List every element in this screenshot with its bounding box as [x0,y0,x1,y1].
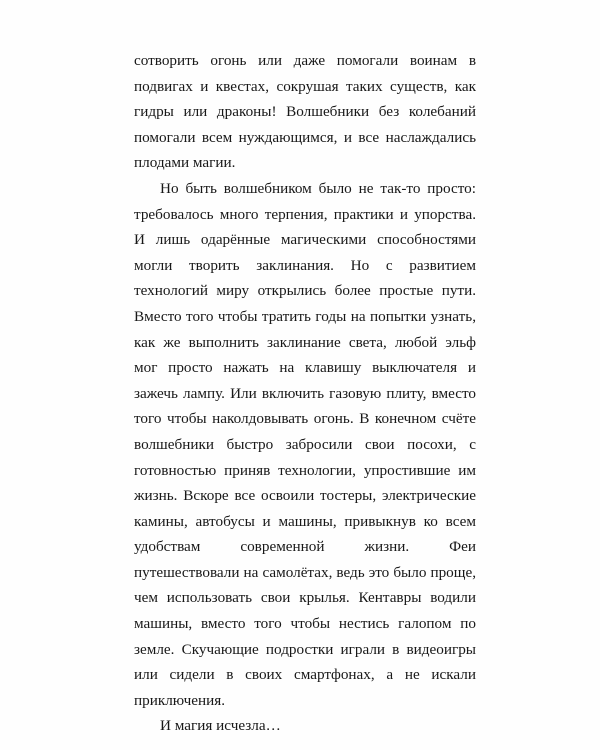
page-text-body [134,48,476,739]
paragraph-3: И магия исчезла… [160,717,281,735]
paragraph-2: Но быть волшебником было не так-то просто: требовалось много терпения, практики и упорства. И лишь одарённые магическими способностями могли творить заклинания. Но с развитием технологий миру открылись более простые пути. Вместо того чтобы тратить годы на попытки узнать, как же выполнить заклинание света, любой эльф мог просто нажать на клавишу выключателя и зажечь лампу. Или включить газовую плиту, вместо того чтобы наколдовывать огонь. В конечном счёте волшебники быстро забросили свои посохи, с готовностью приняв технологии, упростившие им жизнь. Вскоре все освоили тостеры, электрические камины, автобусы и машины, привыкнув ко всем удобствам современной жизни. Феи путешествовали на самолётах, ведь это было проще, чем использовать свои крылья. Кентавры водили машины, вместо того чтобы нестись галопом по земле. Скучающие подростки играли в видеоигры или сидели в своих смартфонах, а не искали приключения. [134,179,476,709]
paragraph-1: сотворить огонь или даже помогали воинам в подвигах и квестах, сокрушая таких существ, как гидры или драконы! Волшебники без колебаний помогали всем нуждающимся, и все наслаждались плодами магии. [134,52,476,172]
